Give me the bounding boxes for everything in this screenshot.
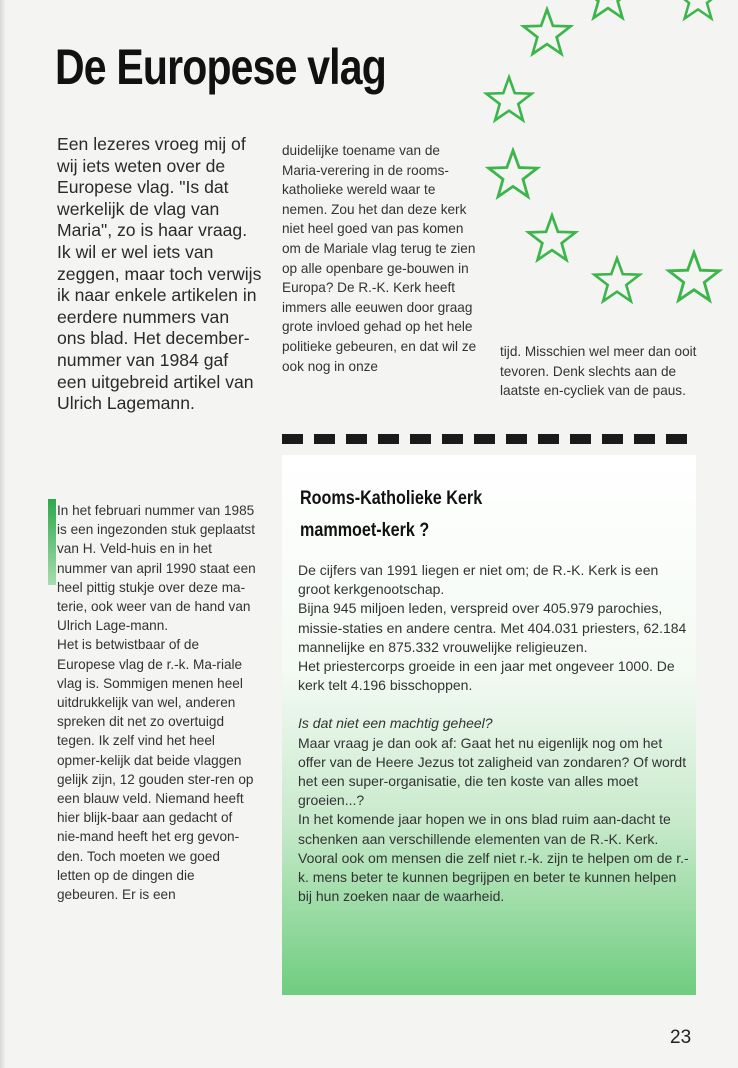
box-title: Rooms-Katholieke Kerk mammoet-kerk ? (300, 488, 483, 541)
right-column-text: tijd. Misschien wel meer dan ooit tevoren. Denk slechts aan de laatste en-cycliek van de paus. (500, 344, 697, 399)
star-icon (594, 258, 639, 301)
left-column-text (57, 501, 257, 904)
middle-column-text: duidelijke toename van de Maria-verering in de rooms-katholieke wereld waar te nemen. Zou het dan deze kerk niet heel goed van pas komen om de Mariale vlag terug te zien op alle openbare ge-bouwen in Europa? De R.-K. Kerk heeft immers alle eeuwen door graag grote invloed gehad op het hele politieke gebeuren, en dat wil ze ook nog in onze (282, 143, 477, 374)
star-icon (523, 9, 570, 54)
page-number: 23 (670, 1027, 692, 1048)
body-paragraph: In het februari nummer van 1985 is een ingezonden stuk geplaatst van H. Veld-huis en in het nummer van april 1990 staat een heel pittig stukje over deze ma-terie, ook weer van de hand van Ulrich Lage-mann. (57, 503, 256, 634)
star-icon (489, 150, 538, 196)
dashed-divider (282, 434, 696, 444)
accent-bar (48, 499, 56, 585)
box-paragraph: In het komende jaar hopen we in ons blad ruim aan-dacht te schenken aan verschillende elementen van de R.-K. Kerk. Vooral ook om mensen die zelf niet r.-k. zijn te helpen om de r.-k. mens beter te kunnen begrijpen en beter te kunnen helpen bij hun zoeken naar de waarheid. (298, 811, 689, 905)
box-paragraph: Maar vraag je dan ook af: Gaat het nu eigenlijk nog om het offer van de Heere Jezus tot zaligheid van zondaren? Of wordt het een super-organisatie, die ten koste van alles moet groeien...? (298, 734, 687, 809)
body-paragraph: Het is betwistbaar of de Europese vlag de r.-k. Ma-riale vlag is. Sommigen menen heel uitdrukkelijk van wel, anderen spreken dit net zo overtuigd tegen. Ik zelf vind het heel opmer-kelijk dat beide vlaggen gelijk zijn, 12 gouden ster-ren op een blauw veld. Niemand heeft hier blijk-baar aan gedacht of nie-mand heeft het erg gevon-den. Toch moeten we goed letten op de dingen die gebeuren. Er is een (57, 637, 254, 903)
page-title: De Europese vlag (55, 39, 386, 95)
box-question: Is dat niet een machtig geheel? (298, 715, 493, 732)
intro-paragraph: Een lezeres vroeg mij of wij iets weten over de Europese vlag. "Is dat werkelijk de vlag van Maria", zo is haar vraag. (57, 134, 248, 241)
box-paragraph: Bijna 945 miljoen leden, verspreid over 405.979 parochies, missie-staties en andere centra. Met 404.031 priesters, 62.184 mannelijke en 875.332 vrouwelijke religieuzen. (298, 600, 687, 655)
star-icon (669, 253, 719, 301)
intro-text (57, 134, 262, 415)
box-paragraph: De cijfers van 1991 liegen er niet om; de R.-K. Kerk is een groot kerkgenootschap. (298, 562, 659, 598)
intro-paragraph: Ik wil er wel iets van zeggen, maar toch verwijs ik naar enkele artikelen in eerdere nummers van ons blad. Het december-nummer van 1984 gaf een uitgebreid artikel van Ulrich Lagemann. (57, 241, 262, 414)
box-text (298, 561, 690, 906)
star-icon (528, 215, 575, 260)
star-icon (676, 0, 720, 19)
star-icon (584, 0, 631, 18)
box-paragraph: Het priestercorps groeide in een jaar met ongeveer 1000. De kerk telt 4.196 bisschoppen. (298, 658, 675, 694)
star-icon (486, 77, 531, 120)
